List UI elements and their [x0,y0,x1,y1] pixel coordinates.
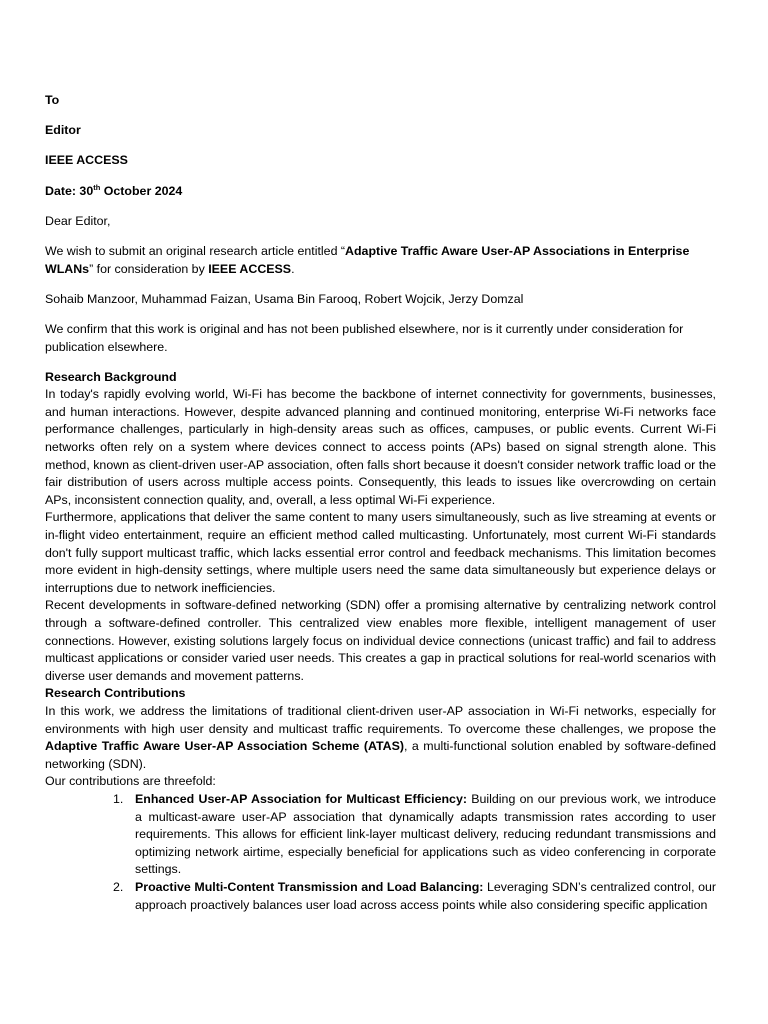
originality-statement: We confirm that this work is original and has not been published elsewhere, nor is it currently under consideration for publication elsewhere. [45,321,684,354]
submission-lead: We wish to submit an original research article entitled “ [45,243,346,258]
date-suffix: October 2024 [100,183,183,198]
target-journal: IEEE ACCESS [208,261,292,276]
date-prefix: Date: 30 [45,183,94,198]
salutation: Dear Editor, [45,213,111,228]
list-item-text: Building on our previous work, we introduce a multicast-aware user-AP association that dynamically adapts transmission rates according to user requirements. This allows for efficient link-layer multicast delivery, reducing redundant transmissions and optimizing network airtime, especially beneficial for applications such as video conferencing in corporate settings. [135,791,716,877]
research-background-heading: Research Background [45,369,177,384]
research-contributions-section [45,685,716,914]
list-item-text: Leveraging SDN’s centralized control, our approach proactively balances user load across access points while also considering specific application [135,879,717,912]
list-item-number: 1. [113,791,124,806]
list-item-title: Enhanced User-AP Association for Multicast Efficiency: [135,791,467,806]
research-contributions-heading: Research Contributions [45,686,186,701]
list-item-title: Proactive Multi-Content Transmission and Load Balancing: [135,879,484,894]
contributions-intro-b: , a multi-functional solution enabled by software-defined networking (SDN). [45,739,716,771]
background-paragraph: In today's rapidly evolving world, Wi-Fi has become the backbone of internet connectivity for governments, businesses, and human interactions. However, despite advanced planning and continued monitoring, enterprise Wi-Fi networks face performance challenges, particularly in high-density areas such as offices, campuses, or public events. Current Wi-Fi networks often rely on a system where devices connect to access points (APs) based on signal strength alone. This method, known as client-driven user-AP association, often falls short because it doesn't consider network traffic load or the fair distribution of users across multiple access points. Consequently, this leads to issues like overcrowding on certain APs, inconsistent connection quality, and, overall, a less optimal Wi-Fi experience. [45,387,716,507]
article-title: Adaptive Traffic Aware User-AP Associations in Enterprise WLANs [45,243,690,276]
research-background-section [45,369,716,686]
recipient-editor: Editor [45,123,81,138]
submission-end: . [291,261,295,276]
contributions-intro [45,703,716,773]
contributions-threefold: Our contributions are threefold: [45,774,216,789]
list-item [113,791,716,879]
date-superscript: th [93,182,101,192]
submission-statement [45,243,716,278]
recipient-to: To [45,93,60,107]
submission-mid: ” for consideration by [89,261,209,276]
author-list: Sohaib Manzoor, Muhammad Faizan, Usama Bin Farooq, Robert Wojcik, Jerzy Domzal [45,291,524,306]
background-paragraph: Furthermore, applications that deliver the same content to many users simultaneously, such as live streaming at events or in-flight video entertainment, require an efficient method called multicasting. Unfortunately, most current Wi-Fi standards don't fully support multicast traffic, which lacks essential error control and feedback mechanisms. This limitation becomes more evident in high-density settings, where multiple users need the same data simultaneously but experience delays or interruptions due to network inefficiencies. [45,510,716,595]
letter-date [45,183,716,201]
list-item [113,879,717,914]
background-paragraph: Recent developments in software-defined networking (SDN) offer a promising alternative by centralizing network control through a software-defined controller. This centralized view enables more flexible, intelligent management of user connections. However, existing solutions largely focus on individual device connections (unicast traffic) and fail to address multicast applications or consider varied user needs. This creates a gap in practical solutions for real-world scenarios with diverse user demands and movement patterns. [45,598,716,683]
contributions-list [45,791,716,914]
list-item-number: 2. [113,879,124,894]
contributions-intro-a: In this work, we address the limitations of traditional client-driven user-AP association in Wi-Fi networks, especially for environments with high user density and multicast traffic requirements. To overcome these challenges, we propose the [45,703,716,736]
scheme-name: Adaptive Traffic Aware User-AP Association Scheme (ATAS) [45,739,404,754]
recipient-journal: IEEE ACCESS [45,153,128,168]
